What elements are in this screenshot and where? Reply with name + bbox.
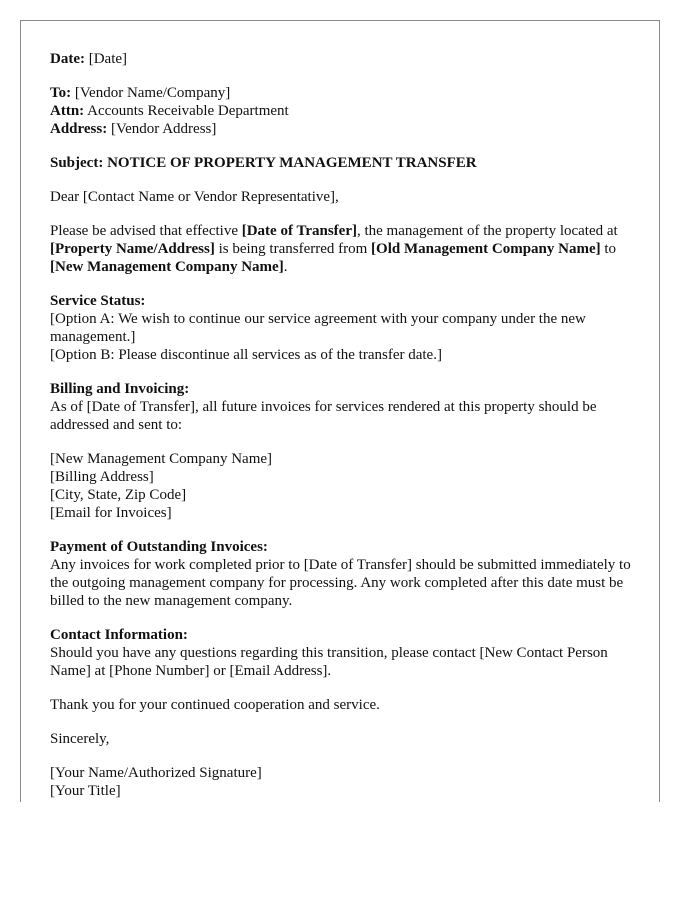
intro-new-company: [New Management Company Name] <box>50 259 284 275</box>
payment-text: Any invoices for work completed prior to [Date of Transfer] should be submitted immediately to the outgoing management company for processing. Any work completed after this date must be billed to the new management company. <box>50 557 631 609</box>
date-label: Date: <box>50 51 85 67</box>
contact-heading: Contact Information: <box>50 627 188 643</box>
letter-page <box>20 20 660 802</box>
signature-block <box>50 764 634 800</box>
service-heading: Service Status: <box>50 293 146 309</box>
signoff: Sincerely, <box>50 731 110 747</box>
attn-label: Attn: <box>50 103 85 119</box>
service-option-a: [Option A: We wish to continue our service agreement with your company under the new management.] <box>50 311 586 345</box>
intro-text-4: to <box>604 241 617 257</box>
salutation: Dear [Contact Name or Vendor Representative], <box>50 189 339 205</box>
payment-heading: Payment of Outstanding Invoices: <box>50 539 268 555</box>
billing-text: As of [Date of Transfer], all future invoices for services rendered at this property should be addressed and sent to: <box>50 399 597 433</box>
to-label: To: <box>50 85 72 101</box>
subject-value: NOTICE OF PROPERTY MANAGEMENT TRANSFER <box>107 155 477 171</box>
intro-text-3: is being transferred from <box>218 241 368 257</box>
to-line <box>50 84 634 102</box>
intro-old-company: [Old Management Company Name] <box>371 241 601 257</box>
billing-address-line: [Email for Invoices] <box>50 505 172 521</box>
intro-transfer-date: [Date of Transfer] <box>241 223 357 239</box>
date-value: [Date] <box>88 51 128 67</box>
intro-text-5: . <box>283 259 288 275</box>
billing-section <box>50 380 634 434</box>
attn-line <box>50 102 634 120</box>
service-option-b: [Option B: Please discontinue all services as of the transfer date.] <box>50 347 442 363</box>
intro-paragraph <box>50 222 634 276</box>
attn-value: Accounts Receivable Department <box>87 103 289 119</box>
billing-address-block <box>50 450 634 522</box>
service-section <box>50 292 634 364</box>
contact-section <box>50 626 634 680</box>
intro-text-2: , the management of the property located at <box>356 223 618 239</box>
subject-label: Subject: <box>50 155 104 171</box>
to-value: [Vendor Name/Company] <box>74 85 231 101</box>
date-block <box>50 50 634 68</box>
date-line <box>50 50 634 68</box>
recipient-block <box>50 84 634 138</box>
address-line <box>50 120 634 138</box>
billing-heading: Billing and Invoicing: <box>50 381 190 397</box>
intro-property: [Property Name/Address] <box>50 241 215 257</box>
billing-address-line: [New Management Company Name] <box>50 451 273 467</box>
address-label: Address: <box>50 121 108 137</box>
payment-section <box>50 538 634 610</box>
contact-text: Should you have any questions regarding this transition, please contact [New Contact Person Name] at [Phone Number] or [Email Address]. <box>50 645 608 679</box>
signature-title: [Your Title] <box>50 783 121 799</box>
intro-text-1: Please be advised that effective <box>50 223 238 239</box>
subject-block <box>50 154 634 172</box>
thanks-line: Thank you for your continued cooperation and service. <box>50 697 380 713</box>
signature-name: [Your Name/Authorized Signature] <box>50 765 262 781</box>
address-value: [Vendor Address] <box>110 121 217 137</box>
billing-address-line: [City, State, Zip Code] <box>50 487 187 503</box>
letter-body <box>50 50 634 800</box>
billing-address-line: [Billing Address] <box>50 469 154 485</box>
